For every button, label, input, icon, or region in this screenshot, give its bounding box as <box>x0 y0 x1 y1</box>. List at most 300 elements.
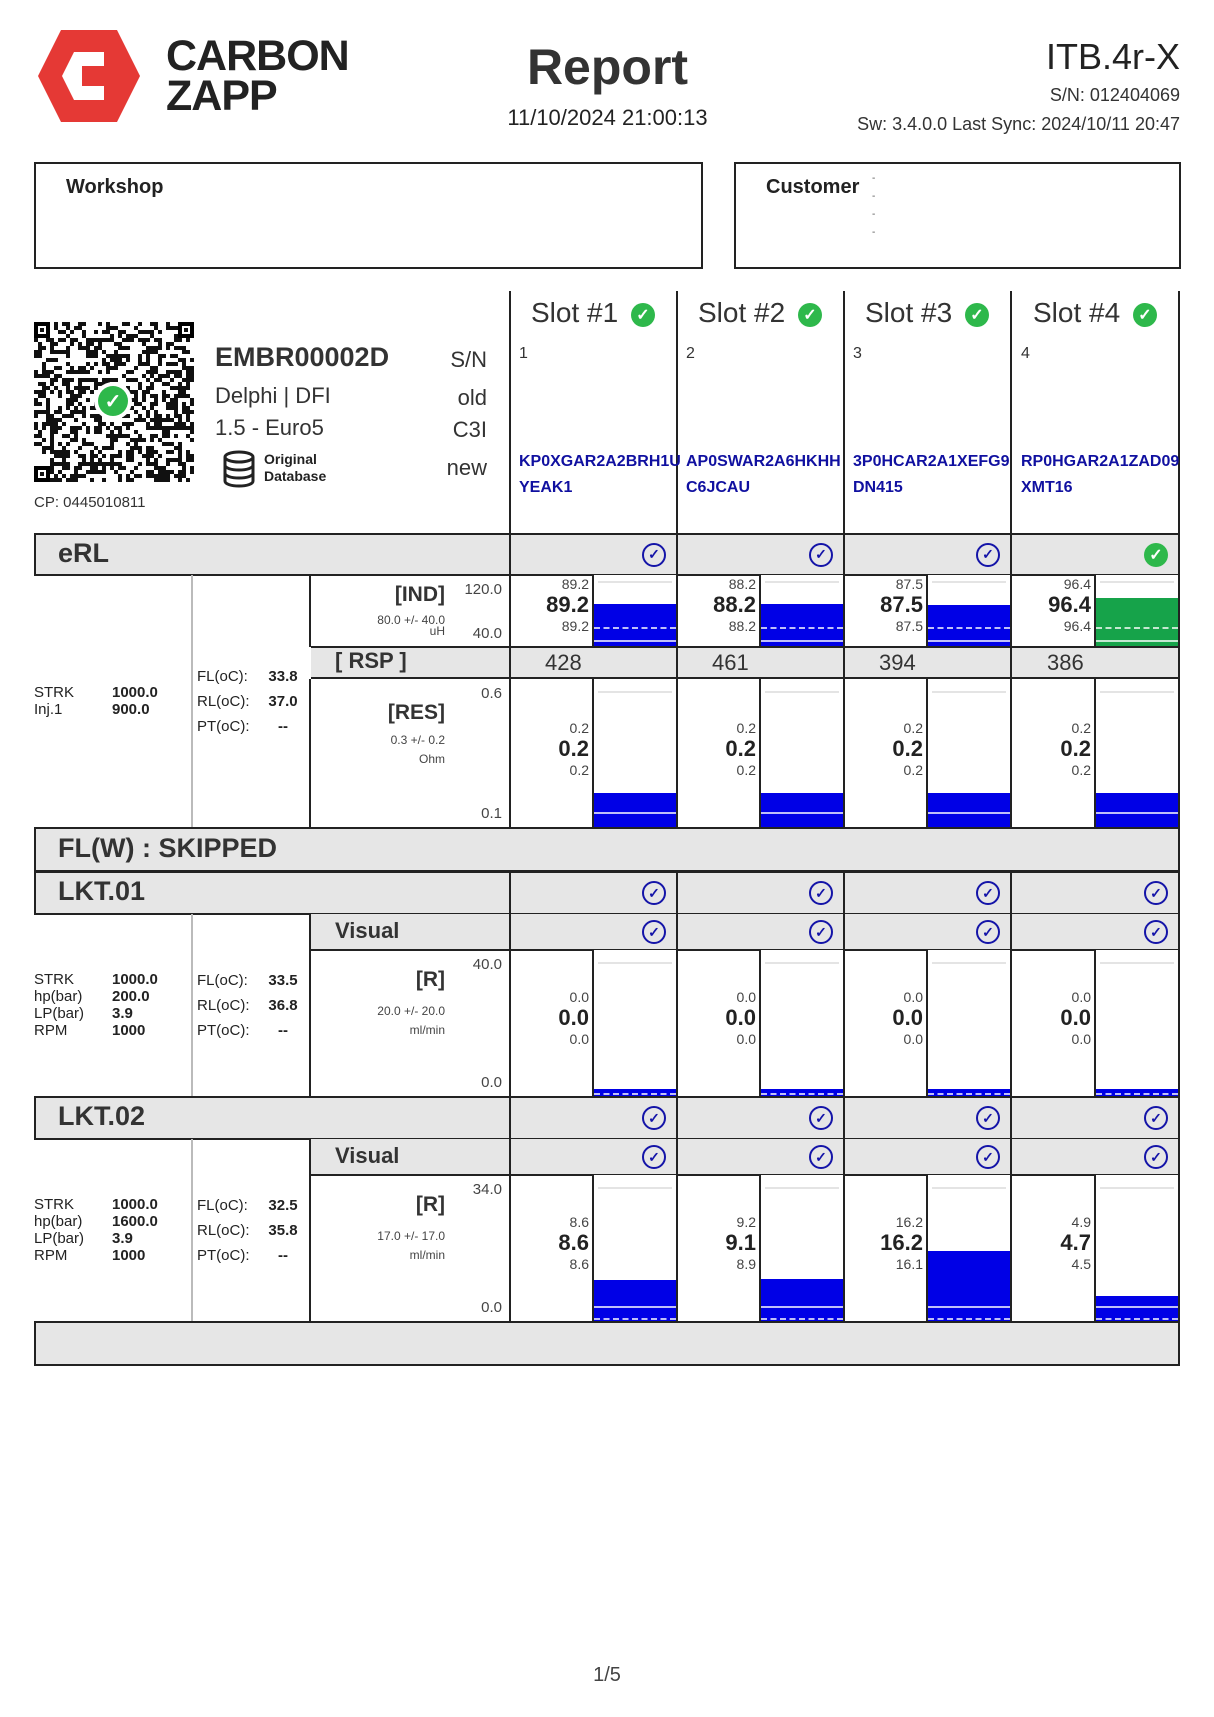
divider <box>1178 1096 1180 1140</box>
condition-label: RPM <box>34 1022 68 1039</box>
temperatures <box>197 914 309 1096</box>
result-bar-chart <box>759 575 843 647</box>
result-value: 0.0 <box>725 1005 756 1030</box>
software-info: Sw: 3.4.0.0 Last Sync: 2024/10/11 20:47 <box>857 114 1180 134</box>
result-min: 0.0 <box>1071 1031 1091 1047</box>
chart-nominal-line <box>1096 1318 1178 1320</box>
measure-label: [IND] <box>394 583 445 606</box>
condition-value: 1000 <box>112 1022 146 1039</box>
temp-value: 32.5 <box>268 1196 298 1214</box>
slot-number: 3 <box>853 345 862 362</box>
temp-label: PT(oC): <box>197 1246 250 1264</box>
brand-line-1: CARBON <box>166 32 349 80</box>
divider <box>309 1139 311 1176</box>
report-title: Report <box>526 39 689 95</box>
database-icon <box>222 450 256 493</box>
result-max: 87.5 <box>895 576 923 592</box>
rsp-label: [ RSP ] <box>335 648 407 673</box>
divider <box>1178 533 1180 576</box>
code-line: KP0XGAR2A2BRH1U <box>519 453 681 470</box>
result-min: 16.1 <box>895 1256 923 1272</box>
check-circle-outline-icon: ✓ <box>976 543 1000 567</box>
measure-unit: ml/min <box>409 1023 445 1037</box>
axis-max: 40.0 <box>472 956 502 973</box>
measure-spec: 80.0 +/- 40.0 <box>377 613 445 627</box>
divider <box>843 914 845 951</box>
result-bar <box>761 793 843 827</box>
c3i-label: C3I <box>452 417 487 442</box>
measure-unit: uH <box>429 624 445 638</box>
chart-max-line <box>598 581 672 583</box>
axis-max: 120.0 <box>464 581 502 598</box>
result-bar-chart <box>1094 575 1178 647</box>
code-line: DN415 <box>853 479 903 496</box>
condition-label: hp(bar) <box>34 988 83 1005</box>
result-bar-chart <box>926 575 1010 647</box>
condition-label: RPM <box>34 1247 68 1264</box>
section-title: eRL <box>58 538 110 568</box>
result-bar-chart <box>926 950 1010 1096</box>
visual-label: Visual <box>335 918 400 943</box>
divider <box>676 914 678 951</box>
condition-label: Inj.1 <box>34 701 63 718</box>
divider <box>1178 646 1180 679</box>
test-conditions <box>34 1139 191 1321</box>
section-header-lkt01 <box>34 871 1180 915</box>
slot-title: Slot #3 <box>865 297 953 328</box>
brand-name <box>166 32 349 120</box>
axis-max: 0.6 <box>481 685 502 702</box>
chart-min-line <box>761 812 843 814</box>
temp-value: -- <box>278 1246 288 1264</box>
result-max: 9.2 <box>736 1214 756 1230</box>
temp-value: 33.5 <box>268 971 298 989</box>
check-circle-filled-icon: ✓ <box>1133 303 1157 327</box>
result-value: 96.4 <box>1048 592 1091 617</box>
temps-grid <box>197 664 303 739</box>
customer-line: - <box>872 209 876 220</box>
check-circle-filled-icon: ✓ <box>631 303 655 327</box>
check-circle-outline-icon: ✓ <box>976 920 1000 944</box>
divider <box>309 679 311 827</box>
measure-spec: 0.3 +/- 0.2 <box>390 733 445 747</box>
result-values <box>678 1213 756 1273</box>
chart-min-line <box>594 1306 676 1308</box>
check-circle-filled-icon: ✓ <box>1144 543 1168 567</box>
result-max: 0.2 <box>569 720 589 736</box>
slot-injector-code <box>853 449 1010 501</box>
divider <box>509 871 511 915</box>
check-circle-outline-icon: ✓ <box>976 1106 1000 1130</box>
result-min: 8.9 <box>736 1256 756 1272</box>
result-values <box>1013 988 1091 1048</box>
result-value: 87.5 <box>880 592 923 617</box>
chart-min-line <box>594 812 676 814</box>
temp-value: -- <box>278 717 288 735</box>
slot-header[interactable] <box>1013 291 1180 533</box>
check-circle-outline-icon: ✓ <box>976 881 1000 905</box>
chart-min-line <box>594 640 676 642</box>
result-min: 8.6 <box>569 1256 589 1272</box>
injector-engine: 1.5 - Euro5 <box>215 415 324 440</box>
page-number: 1/5 <box>593 1664 621 1686</box>
result-min: 0.2 <box>1071 762 1091 778</box>
chart-nominal-line <box>1096 627 1178 629</box>
chart-min-line <box>1096 812 1178 814</box>
temp-label: RL(oC): <box>197 692 250 710</box>
rsp-value: 461 <box>712 650 749 675</box>
divider <box>1178 679 1180 827</box>
new-label: new <box>446 455 487 480</box>
divider <box>843 1096 845 1140</box>
check-circle-outline-icon: ✓ <box>1144 1145 1168 1169</box>
result-value: 89.2 <box>546 592 589 617</box>
divider <box>1010 950 1012 1096</box>
result-min: 0.2 <box>736 762 756 778</box>
temp-label: FL(oC): <box>197 971 248 989</box>
chart-max-line <box>932 962 1006 964</box>
temp-label: RL(oC): <box>197 996 250 1014</box>
result-value: 8.6 <box>558 1230 589 1255</box>
temp-label: RL(oC): <box>197 1221 250 1239</box>
visual-label: Visual <box>335 1143 400 1168</box>
result-min: 89.2 <box>561 618 589 634</box>
result-max: 0.0 <box>736 989 756 1005</box>
condition-value: 200.0 <box>112 988 150 1005</box>
old-label: old <box>457 385 487 410</box>
chart-nominal-line <box>594 627 676 629</box>
chart-nominal-line <box>928 763 1010 765</box>
section-title: LKT.02 <box>58 1101 146 1131</box>
temp-label: FL(oC): <box>197 1196 248 1214</box>
chart-nominal-line <box>928 1318 1010 1320</box>
chart-min-line <box>761 640 843 642</box>
divider <box>676 646 678 679</box>
slot-header[interactable] <box>678 291 845 533</box>
temperatures <box>197 1139 309 1321</box>
result-values <box>511 575 589 635</box>
qr-check-icon: ✓ <box>98 386 128 416</box>
result-bar-chart <box>592 679 676 827</box>
check-circle-outline-icon: ✓ <box>976 1145 1000 1169</box>
code-line: AP0SWAR2A6HKHH <box>686 453 841 470</box>
conditions-grid <box>34 1196 182 1264</box>
result-bar-chart <box>759 950 843 1096</box>
check-circle-outline-icon: ✓ <box>642 543 666 567</box>
customer-line: - <box>872 191 876 202</box>
divider <box>1178 575 1180 647</box>
divider <box>1010 646 1012 679</box>
divider <box>509 914 511 951</box>
result-min: 0.0 <box>569 1031 589 1047</box>
code-line: XMT16 <box>1021 479 1073 496</box>
divider <box>1010 679 1012 827</box>
section-header-lkt02 <box>34 1096 1180 1140</box>
workshop-box <box>34 162 703 269</box>
result-value: 0.0 <box>892 1005 923 1030</box>
temp-value: 36.8 <box>268 996 298 1014</box>
divider <box>1178 1175 1180 1321</box>
result-values <box>845 988 923 1048</box>
customer-details <box>872 170 875 242</box>
customer-label: Customer <box>766 176 860 198</box>
chart-max-line <box>1100 581 1174 583</box>
divider <box>676 871 678 915</box>
result-bar-chart <box>1094 1175 1178 1321</box>
flw-title: FL(W) : SKIPPED <box>58 833 277 863</box>
divider <box>1178 950 1180 1096</box>
divider <box>509 533 511 576</box>
result-min: 96.4 <box>1063 618 1091 634</box>
temps-grid <box>197 1193 303 1268</box>
check-circle-outline-icon: ✓ <box>1144 920 1168 944</box>
result-bar <box>594 793 676 827</box>
visual-row <box>311 914 1180 951</box>
code-line: 3P0HCAR2A1XEFG9 <box>853 453 1010 470</box>
result-values <box>1013 719 1091 779</box>
result-max: 16.2 <box>895 1214 923 1230</box>
result-min: 0.0 <box>903 1031 923 1047</box>
database-label <box>264 451 326 485</box>
result-values <box>511 719 589 779</box>
chart-min-line <box>594 1081 676 1083</box>
result-bar <box>761 1279 843 1321</box>
chart-max-line <box>1100 691 1174 693</box>
temp-label: PT(oC): <box>197 1021 250 1039</box>
result-max: 0.2 <box>1071 720 1091 736</box>
chart-nominal-line <box>1096 763 1178 765</box>
slot-injector-code <box>686 449 841 501</box>
slot-injector-code <box>519 449 681 501</box>
axis-max: 34.0 <box>472 1181 502 1198</box>
logo <box>34 30 144 122</box>
result-max: 0.0 <box>1071 989 1091 1005</box>
check-circle-outline-icon: ✓ <box>642 1106 666 1130</box>
chart-max-line <box>932 581 1006 583</box>
check-circle-filled-icon: ✓ <box>798 303 822 327</box>
code-line: RP0HGAR2A1ZAD09 <box>1021 453 1180 470</box>
rsp-value: 394 <box>879 650 916 675</box>
result-value: 0.0 <box>1060 1005 1091 1030</box>
check-circle-outline-icon: ✓ <box>809 1145 833 1169</box>
report-datetime: 11/10/2024 21:00:13 <box>507 105 708 130</box>
chart-min-line <box>761 1306 843 1308</box>
chart-min-line <box>928 812 1010 814</box>
temp-label: FL(oC): <box>197 667 248 685</box>
chart-nominal-line <box>928 627 1010 629</box>
divider <box>1010 871 1012 915</box>
visual-row <box>311 1139 1180 1176</box>
slot-title: Slot #1 <box>531 297 619 328</box>
temp-value: 35.8 <box>268 1221 298 1239</box>
chart-max-line <box>1100 1187 1174 1189</box>
divider <box>1010 575 1012 647</box>
result-values <box>845 575 923 635</box>
customer-line: - <box>872 173 876 184</box>
divider <box>309 950 311 1096</box>
check-circle-outline-icon: ✓ <box>809 1106 833 1130</box>
result-max: 96.4 <box>1063 576 1091 592</box>
chart-min-line <box>928 1306 1010 1308</box>
condition-value: 3.9 <box>112 1230 133 1247</box>
check-circle-outline-icon: ✓ <box>1144 1106 1168 1130</box>
device-name: ITB.4r-X <box>1045 36 1180 77</box>
result-bar <box>928 1251 1010 1321</box>
temp-label: PT(oC): <box>197 717 250 735</box>
condition-label: STRK <box>34 684 75 701</box>
chart-min-line <box>1096 1306 1178 1308</box>
chart-max-line <box>598 691 672 693</box>
result-values <box>511 988 589 1048</box>
divider <box>843 1139 845 1176</box>
result-max: 8.6 <box>569 1214 589 1230</box>
customer-line: - <box>872 227 876 238</box>
database-label-line1: Original <box>264 451 317 467</box>
chart-nominal-line <box>594 1318 676 1320</box>
rsp-value: 428 <box>545 650 582 675</box>
divider <box>1010 533 1012 576</box>
result-bar-chart <box>592 1175 676 1321</box>
result-max: 4.9 <box>1071 1214 1091 1230</box>
slot-title: Slot #2 <box>698 297 786 328</box>
chart-nominal-line <box>761 1318 843 1320</box>
result-values <box>845 719 923 779</box>
chart-nominal-line <box>928 1093 1010 1095</box>
result-bar-chart <box>592 575 676 647</box>
result-value: 88.2 <box>713 592 756 617</box>
chart-min-line <box>1096 1081 1178 1083</box>
result-value: 0.2 <box>892 736 923 761</box>
check-circle-outline-icon: ✓ <box>642 920 666 944</box>
footer-row <box>34 1321 1180 1366</box>
axis-min: 0.1 <box>481 805 502 822</box>
result-bar-chart <box>592 950 676 1096</box>
result-min: 0.2 <box>903 762 923 778</box>
result-min: 0.2 <box>569 762 589 778</box>
cp-number: CP: 0445010811 <box>34 494 146 511</box>
divider <box>309 575 311 647</box>
result-values <box>678 988 756 1048</box>
divider <box>1178 1139 1180 1176</box>
chart-min-line <box>928 640 1010 642</box>
condition-label: STRK <box>34 1196 75 1213</box>
database-label-line2: Database <box>264 468 327 484</box>
result-values <box>511 1213 589 1273</box>
chart-nominal-line <box>1096 1093 1178 1095</box>
chart-max-line <box>765 691 839 693</box>
test-conditions <box>34 575 191 827</box>
result-values <box>678 575 756 635</box>
sn-label: S/N <box>450 347 487 372</box>
condition-value: 1000.0 <box>112 971 158 988</box>
measure-label: [R] <box>415 1193 445 1216</box>
measure-unit: Ohm <box>418 752 445 766</box>
injector-code: EMBR00002D <box>215 342 390 372</box>
condition-value: 1000.0 <box>112 684 158 701</box>
slot-number: 1 <box>519 345 528 362</box>
result-values <box>1013 575 1091 635</box>
result-value: 0.2 <box>725 736 756 761</box>
divider <box>843 871 845 915</box>
code-line: C6JCAU <box>686 479 751 496</box>
condition-label: STRK <box>34 971 75 988</box>
divider <box>1178 871 1180 915</box>
result-bar-chart <box>926 1175 1010 1321</box>
divider <box>1010 914 1012 951</box>
conditions-grid <box>34 684 182 718</box>
axis-min: 40.0 <box>472 625 502 642</box>
check-circle-outline-icon: ✓ <box>642 881 666 905</box>
result-bar-chart <box>926 679 1010 827</box>
section-header-erl <box>34 533 1180 576</box>
result-bar <box>594 1280 676 1321</box>
chart-min-line <box>761 1081 843 1083</box>
test-conditions <box>34 914 191 1096</box>
result-bar-chart <box>759 679 843 827</box>
result-max: 0.0 <box>569 989 589 1005</box>
slot-number: 4 <box>1021 345 1030 362</box>
condition-label: LP(bar) <box>34 1230 85 1247</box>
chart-nominal-line <box>761 627 843 629</box>
check-circle-outline-icon: ✓ <box>1144 881 1168 905</box>
result-value: 0.2 <box>1060 736 1091 761</box>
temp-value: -- <box>278 1021 288 1039</box>
temp-value: 37.0 <box>268 692 298 710</box>
result-max: 0.2 <box>903 720 923 736</box>
chart-max-line <box>598 962 672 964</box>
result-min: 4.5 <box>1071 1256 1091 1272</box>
condition-value: 1600.0 <box>112 1213 158 1230</box>
slot-title: Slot #4 <box>1033 297 1121 328</box>
slot-header[interactable] <box>845 291 1012 533</box>
customer-box <box>734 162 1181 269</box>
slot-injector-code <box>1021 449 1179 501</box>
result-min: 0.0 <box>736 1031 756 1047</box>
result-value: 4.7 <box>1060 1230 1091 1255</box>
chart-max-line <box>598 1187 672 1189</box>
result-value: 16.2 <box>880 1230 923 1255</box>
slot-header[interactable] <box>511 291 681 533</box>
measure-spec: 20.0 +/- 20.0 <box>377 1004 445 1018</box>
divider <box>509 1139 511 1176</box>
result-values <box>845 1213 923 1273</box>
measure-label: [R] <box>415 968 445 991</box>
divider <box>191 575 193 827</box>
divider <box>676 1139 678 1176</box>
result-value: 0.0 <box>558 1005 589 1030</box>
brand-line-2: ZAPP <box>166 72 277 120</box>
divider <box>1010 1175 1012 1321</box>
result-max: 89.2 <box>561 576 589 592</box>
chart-max-line <box>765 962 839 964</box>
condition-label: hp(bar) <box>34 1213 83 1230</box>
chart-max-line <box>932 691 1006 693</box>
injector-side-labels <box>447 344 487 484</box>
section-title: LKT.01 <box>58 876 146 906</box>
workshop-label: Workshop <box>66 176 164 198</box>
result-max: 88.2 <box>728 576 756 592</box>
divider <box>309 1175 311 1321</box>
result-value: 0.2 <box>558 736 589 761</box>
injector-maker: Delphi | DFI <box>215 383 331 408</box>
result-min: 88.2 <box>728 618 756 634</box>
code-line: YEAK1 <box>519 479 573 496</box>
axis-min: 0.0 <box>481 1074 502 1091</box>
condition-value: 1000 <box>112 1247 146 1264</box>
result-max: 0.2 <box>736 720 756 736</box>
divider <box>191 1139 193 1321</box>
divider <box>1010 1139 1012 1176</box>
